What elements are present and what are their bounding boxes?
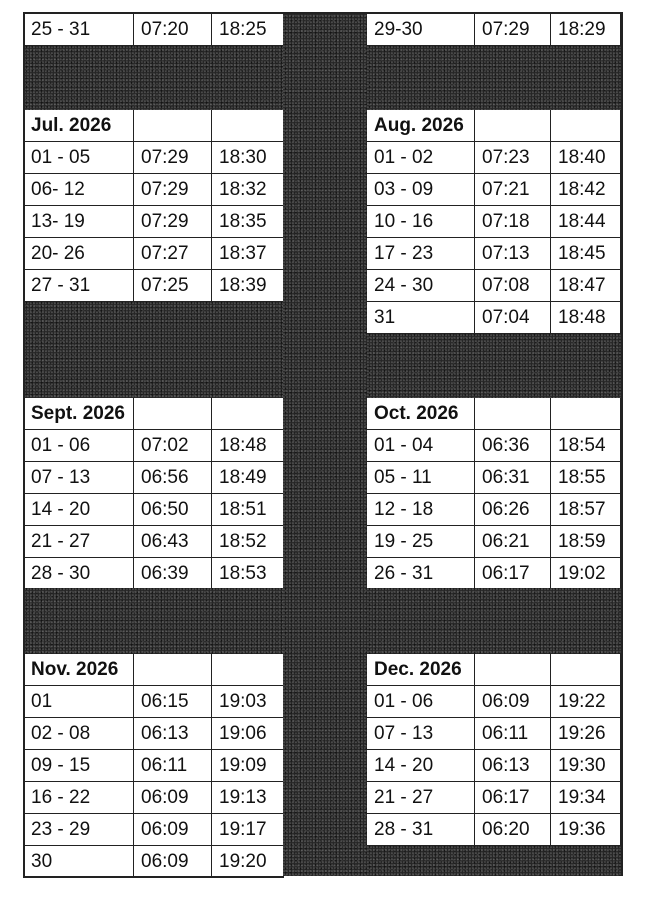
sunset-time: 18:40 [551,142,621,174]
row-divider [24,46,283,110]
sunset-time: 18:59 [551,526,621,558]
date-range: 01 - 04 [367,430,475,462]
sunset-time: 19:36 [551,814,621,846]
sunset-time: 18:42 [551,174,621,206]
row-divider [367,846,621,876]
sunrise-time: 06:50 [134,494,212,526]
date-range: 07 - 13 [24,462,134,494]
sunrise-time: 07:13 [475,238,551,270]
table-border [23,12,25,878]
sunrise-time: 07:29 [475,14,551,46]
sunrise-time: 06:56 [134,462,212,494]
date-range: 23 - 29 [24,814,134,846]
sunrise-time: 07:21 [475,174,551,206]
date-range: 16 - 22 [24,782,134,814]
sunset-time: 18:57 [551,494,621,526]
date-range: 30 [24,846,134,878]
empty-cell [475,398,551,430]
empty-cell [551,110,621,142]
empty-cell [212,398,284,430]
sunrise-time: 06:21 [475,526,551,558]
sunrise-time: 06:13 [475,750,551,782]
sunset-time: 18:45 [551,238,621,270]
sunset-time: 18:51 [212,494,284,526]
sunrise-time: 06:09 [134,814,212,846]
date-range: 13- 19 [24,206,134,238]
date-range: 02 - 08 [24,718,134,750]
month-header: Jul. 2026 [24,110,134,142]
date-range: 10 - 16 [367,206,475,238]
date-range: 28 - 30 [24,558,134,590]
sunrise-time: 07:20 [134,14,212,46]
sunrise-time: 06:11 [134,750,212,782]
sunset-time: 19:03 [212,686,284,718]
sunset-time: 19:17 [212,814,284,846]
sunset-time: 18:37 [212,238,284,270]
table-border [23,876,284,878]
sunrise-time: 07:23 [475,142,551,174]
date-range: 21 - 27 [367,782,475,814]
sunrise-time: 06:26 [475,494,551,526]
date-range: 17 - 23 [367,238,475,270]
sunrise-time: 06:17 [475,782,551,814]
sunrise-time: 07:04 [475,302,551,334]
empty-cell [134,110,212,142]
sunrise-time: 06:17 [475,558,551,590]
sunrise-time: 07:29 [134,174,212,206]
empty-cell [212,654,284,686]
sunset-time: 19:02 [551,558,621,590]
sunrise-time: 06:20 [475,814,551,846]
date-range: 19 - 25 [367,526,475,558]
sunset-time: 19:26 [551,718,621,750]
month-header: Aug. 2026 [367,110,475,142]
sunset-time: 18:55 [551,462,621,494]
sunrise-time: 07:02 [134,430,212,462]
month-header: Nov. 2026 [24,654,134,686]
date-range: 01 [24,686,134,718]
row-divider [367,334,621,398]
sunset-time: 19:06 [212,718,284,750]
sunset-time: 18:35 [212,206,284,238]
date-range: 27 - 31 [24,270,134,302]
sunset-time: 18:48 [551,302,621,334]
sunset-time: 18:32 [212,174,284,206]
sunset-time: 19:09 [212,750,284,782]
empty-cell [134,654,212,686]
date-range: 05 - 11 [367,462,475,494]
sunrise-time: 06:09 [134,846,212,878]
sunset-time: 18:54 [551,430,621,462]
date-range: 21 - 27 [24,526,134,558]
empty-cell [212,110,284,142]
date-range: 25 - 31 [24,14,134,46]
row-divider [367,46,621,110]
sunset-time: 18:47 [551,270,621,302]
sunset-time: 19:13 [212,782,284,814]
sunrise-time: 06:43 [134,526,212,558]
sunrise-time: 07:27 [134,238,212,270]
sunrise-time: 07:25 [134,270,212,302]
sunrise-time: 06:09 [475,686,551,718]
month-header: Sept. 2026 [24,398,134,430]
sunset-time: 19:30 [551,750,621,782]
sunset-time: 18:48 [212,430,284,462]
table-border [621,12,623,876]
row-divider [24,302,283,398]
sunset-time: 18:30 [212,142,284,174]
center-divider [283,12,367,876]
date-range: 07 - 13 [367,718,475,750]
sunrise-time: 07:18 [475,206,551,238]
sunrise-time: 06:39 [134,558,212,590]
row-divider [24,588,283,654]
row-divider [367,588,621,654]
empty-cell [551,398,621,430]
sunset-time: 18:49 [212,462,284,494]
sunset-time: 18:39 [212,270,284,302]
sunrise-time: 06:11 [475,718,551,750]
date-range: 01 - 02 [367,142,475,174]
date-range: 14 - 20 [24,494,134,526]
sunrise-time: 07:08 [475,270,551,302]
empty-cell [475,654,551,686]
sunset-time: 18:44 [551,206,621,238]
sunset-time: 18:25 [212,14,284,46]
sunrise-time: 06:13 [134,718,212,750]
table-border [23,12,623,14]
sunrise-time: 06:31 [475,462,551,494]
date-range: 20- 26 [24,238,134,270]
sunset-time: 19:34 [551,782,621,814]
date-range: 01 - 05 [24,142,134,174]
sunrise-time: 06:15 [134,686,212,718]
sunrise-time: 06:09 [134,782,212,814]
sunrise-time: 07:29 [134,206,212,238]
date-range: 12 - 18 [367,494,475,526]
sunset-time: 19:22 [551,686,621,718]
date-range: 06- 12 [24,174,134,206]
sunset-time: 19:20 [212,846,284,878]
date-range: 31 [367,302,475,334]
sunset-time: 18:52 [212,526,284,558]
date-range: 01 - 06 [24,430,134,462]
date-range: 09 - 15 [24,750,134,782]
month-header: Oct. 2026 [367,398,475,430]
sunrise-time: 06:36 [475,430,551,462]
date-range: 03 - 09 [367,174,475,206]
date-range: 24 - 30 [367,270,475,302]
date-range: 14 - 20 [367,750,475,782]
date-range: 28 - 31 [367,814,475,846]
date-range: 01 - 06 [367,686,475,718]
date-range: 26 - 31 [367,558,475,590]
date-range: 29-30 [367,14,475,46]
empty-cell [134,398,212,430]
empty-cell [551,654,621,686]
sunset-time: 18:53 [212,558,284,590]
sunset-time: 18:29 [551,14,621,46]
sunrise-time: 07:29 [134,142,212,174]
empty-cell [475,110,551,142]
month-header: Dec. 2026 [367,654,475,686]
